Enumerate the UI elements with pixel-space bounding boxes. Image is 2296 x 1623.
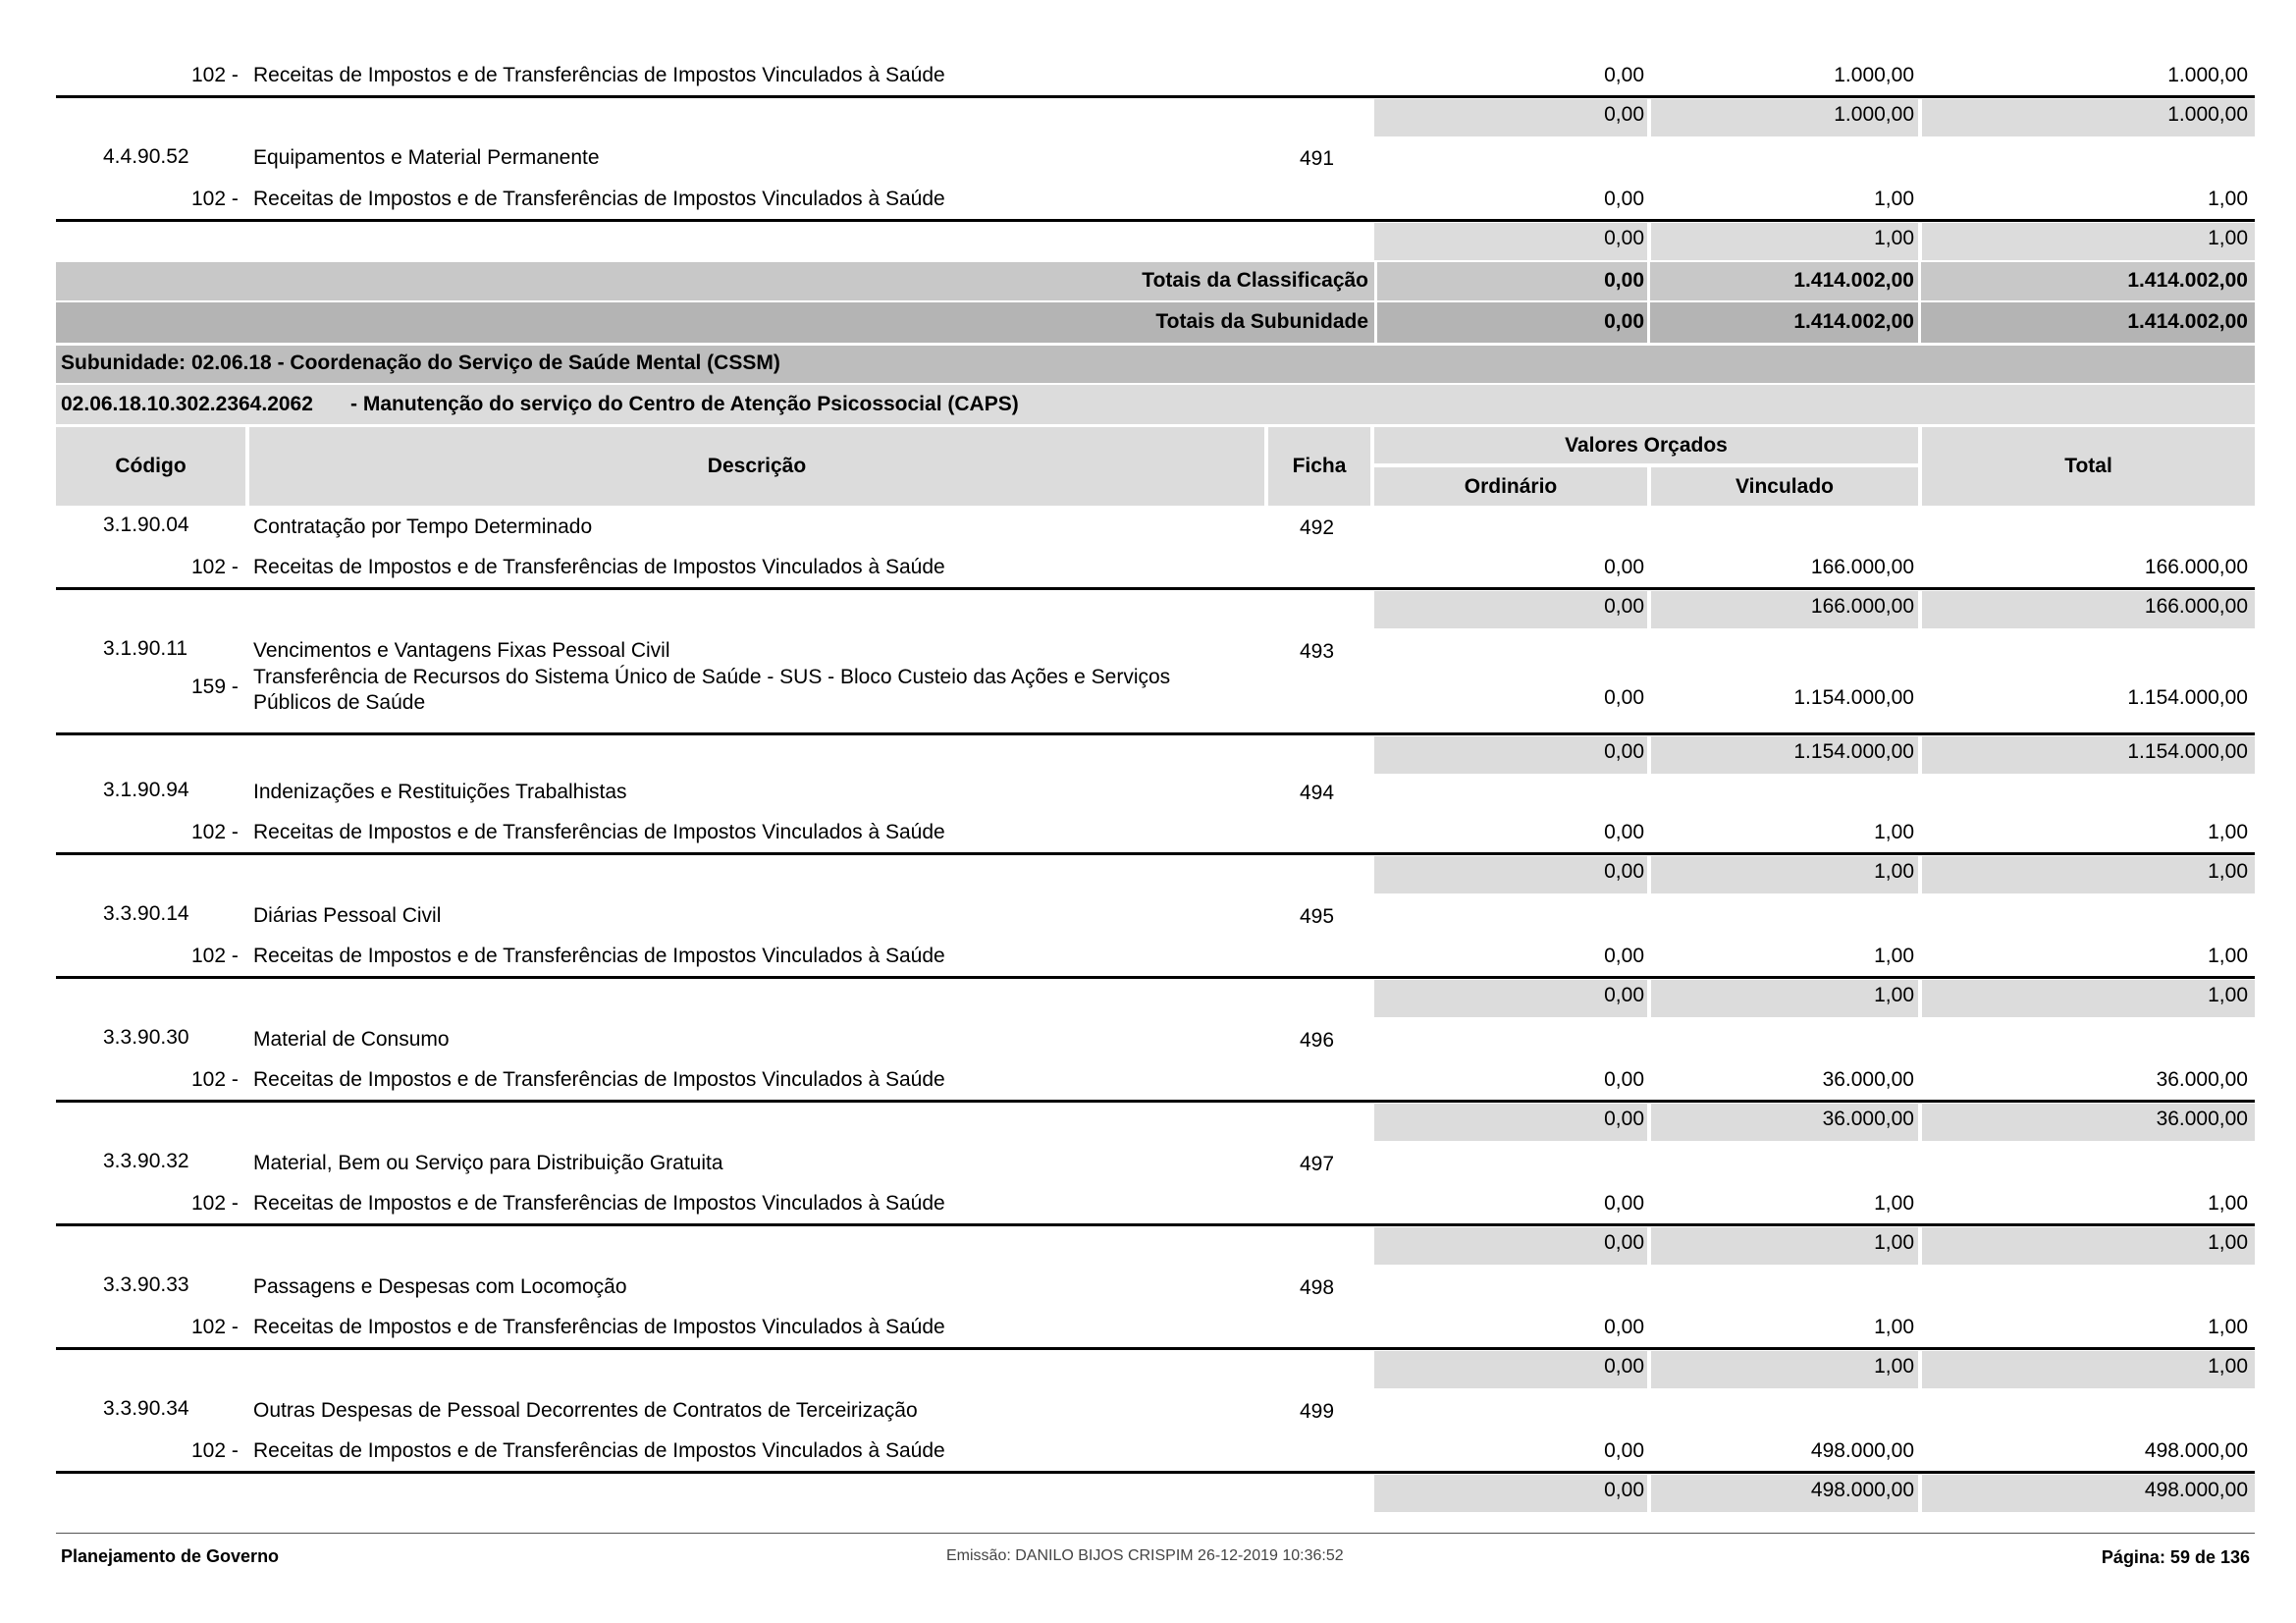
item-description: Material de Consumo <box>253 1028 450 1051</box>
subtotal-total: 1,00 <box>2208 984 2248 1006</box>
ordinario-value: 0,00 <box>1604 64 1644 86</box>
total-value: 498.000,00 <box>2144 1439 2248 1462</box>
header-vinculado: Vinculado <box>1651 467 1918 506</box>
header-ordinario: Ordinário <box>1374 467 1647 506</box>
item-code: 3.1.90.94 <box>103 779 189 801</box>
subtotal-ordinario: 0,00 <box>1604 1231 1644 1254</box>
subtotal-total: 1,00 <box>2208 1355 2248 1378</box>
item-ficha: 496 <box>1300 1029 1335 1052</box>
header-total: Total <box>1922 427 2255 506</box>
divider <box>56 1471 2255 1474</box>
subtotal-ordinario: 0,00 <box>1604 984 1644 1006</box>
vinculado-value: 1,00 <box>1874 821 1914 843</box>
total-value: 1.000,00 <box>2167 64 2248 86</box>
divider <box>56 732 2255 735</box>
subtotal-total: 1,00 <box>2208 860 2248 883</box>
ordinario-value: 0,00 <box>1604 821 1644 843</box>
subtotal-vinculado: 1,00 <box>1874 984 1914 1006</box>
source-description: Receitas de Impostos e de Transferências de Impostos Vinculados à Saúde <box>253 188 945 210</box>
acao-description: - Manutenção do serviço do Centro de Atenção Psicossocial (CAPS) <box>350 393 1019 415</box>
totals-classificacao-total: 1.414.002,00 <box>2127 269 2248 292</box>
ordinario-value: 0,00 <box>1604 188 1644 210</box>
source-code: 102 - <box>191 821 239 843</box>
source-code: 102 - <box>191 64 239 86</box>
item-ficha: 491 <box>1300 147 1335 170</box>
vinculado-value: 1,00 <box>1874 1192 1914 1215</box>
item-ficha: 498 <box>1300 1276 1335 1299</box>
item-description: Equipamentos e Material Permanente <box>253 146 600 169</box>
divider <box>56 1347 2255 1350</box>
subtotal-total: 1,00 <box>2208 227 2248 249</box>
subtotal-total: 36.000,00 <box>2156 1108 2248 1130</box>
divider <box>1374 302 1377 343</box>
subtotal-ordinario: 0,00 <box>1604 1479 1644 1501</box>
source-code: 102 - <box>191 1192 239 1215</box>
item-code: 4.4.90.52 <box>103 145 189 168</box>
total-value: 1,00 <box>2208 188 2248 210</box>
source-description: Receitas de Impostos e de Transferências de Impostos Vinculados à Saúde <box>253 1439 945 1462</box>
footer-org: Planejamento de Governo <box>61 1546 280 1566</box>
item-code: 3.1.90.11 <box>103 637 188 660</box>
subtotal-vinculado: 1,00 <box>1874 860 1914 883</box>
subtotal-ordinario: 0,00 <box>1604 595 1644 618</box>
item-description: Vencimentos e Vantagens Fixas Pessoal Civil <box>253 639 670 662</box>
source-code: 159 - <box>191 676 239 698</box>
subtotal-ordinario: 0,00 <box>1604 740 1644 763</box>
ordinario-value: 0,00 <box>1604 1316 1644 1338</box>
source-description-line2: Públicos de Saúde <box>253 691 426 714</box>
item-ficha: 494 <box>1300 782 1335 804</box>
total-value: 1,00 <box>2208 1316 2248 1338</box>
source-code: 102 - <box>191 556 239 578</box>
subtotal-ordinario: 0,00 <box>1604 1108 1644 1130</box>
totals-classificacao-vinculado: 1.414.002,00 <box>1793 269 1914 292</box>
total-value: 1,00 <box>2208 1192 2248 1215</box>
item-description: Contratação por Tempo Determinado <box>253 515 593 538</box>
source-code: 102 - <box>191 188 239 210</box>
totals-subunidade-vinculado: 1.414.002,00 <box>1793 310 1914 333</box>
subtotal-total: 1.154.000,00 <box>2127 740 2248 763</box>
source-code: 102 - <box>191 1316 239 1338</box>
divider <box>56 976 2255 979</box>
source-description: Receitas de Impostos e de Transferências de Impostos Vinculados à Saúde <box>253 1068 945 1091</box>
source-description: Receitas de Impostos e de Transferências de Impostos Vinculados à Saúde <box>253 945 945 967</box>
footer-page: Página: 59 de 136 <box>2101 1547 2250 1567</box>
header-descricao: Descrição <box>249 427 1264 506</box>
item-code: 3.3.90.30 <box>103 1026 189 1049</box>
totals-subunidade-label: Totais da Subunidade <box>1155 310 1368 333</box>
source-code: 102 - <box>191 1439 239 1462</box>
subtotal-vinculado: 1.154.000,00 <box>1793 740 1914 763</box>
vinculado-value: 166.000,00 <box>1810 556 1914 578</box>
divider <box>56 587 2255 590</box>
subtotal-total: 1.000,00 <box>2167 103 2248 126</box>
subtotal-ordinario: 0,00 <box>1604 860 1644 883</box>
footer-emissao: Emissão: DANILO BIJOS CRISPIM 26-12-2019 10:36:52 <box>946 1547 1344 1564</box>
item-ficha: 492 <box>1300 516 1335 539</box>
source-description: Receitas de Impostos e de Transferências de Impostos Vinculados à Saúde <box>253 1316 945 1338</box>
footer-divider <box>56 1533 2255 1534</box>
vinculado-value: 1.000,00 <box>1834 64 1914 86</box>
source-description: Transferência de Recursos do Sistema Único de Saúde - SUS - Bloco Custeio das Ações e Serviços <box>253 666 1171 688</box>
subtotal-ordinario: 0,00 <box>1604 103 1644 126</box>
item-code: 3.3.90.33 <box>103 1273 189 1296</box>
source-code: 102 - <box>191 945 239 967</box>
subtotal-ordinario: 0,00 <box>1604 1355 1644 1378</box>
item-description: Indenizações e Restituições Trabalhistas <box>253 781 627 803</box>
subunidade-title: Subunidade: 02.06.18 - Coordenação do Serviço de Saúde Mental (CSSM) <box>61 352 780 374</box>
divider <box>56 852 2255 855</box>
item-ficha: 495 <box>1300 905 1335 928</box>
ordinario-value: 0,00 <box>1604 945 1644 967</box>
header-codigo: Código <box>56 427 245 506</box>
subtotal-vinculado: 1.000,00 <box>1834 103 1914 126</box>
subtotal-vinculado: 1,00 <box>1874 1355 1914 1378</box>
divider <box>1918 302 1921 343</box>
total-value: 1,00 <box>2208 945 2248 967</box>
vinculado-value: 36.000,00 <box>1822 1068 1914 1091</box>
item-description: Material, Bem ou Serviço para Distribuição Gratuita <box>253 1152 723 1174</box>
total-value: 36.000,00 <box>2156 1068 2248 1091</box>
item-ficha: 493 <box>1300 640 1335 663</box>
total-value: 166.000,00 <box>2144 556 2248 578</box>
source-description: Receitas de Impostos e de Transferências de Impostos Vinculados à Saúde <box>253 556 945 578</box>
vinculado-value: 1,00 <box>1874 945 1914 967</box>
divider <box>56 1223 2255 1226</box>
subtotal-ordinario: 0,00 <box>1604 227 1644 249</box>
source-code: 102 - <box>191 1068 239 1091</box>
subtotal-total: 498.000,00 <box>2144 1479 2248 1501</box>
ordinario-value: 0,00 <box>1604 1068 1644 1091</box>
acao-code: 02.06.18.10.302.2364.2062 <box>61 393 313 415</box>
subtotal-vinculado: 1,00 <box>1874 1231 1914 1254</box>
ordinario-value: 0,00 <box>1604 1439 1644 1462</box>
totals-classificacao-label: Totais da Classificação <box>1142 269 1368 292</box>
source-description: Receitas de Impostos e de Transferências de Impostos Vinculados à Saúde <box>253 821 945 843</box>
totals-subunidade-total: 1.414.002,00 <box>2127 310 2248 333</box>
item-ficha: 499 <box>1300 1400 1335 1423</box>
item-code: 3.3.90.14 <box>103 902 189 925</box>
ordinario-value: 0,00 <box>1604 556 1644 578</box>
subtotal-total: 166.000,00 <box>2144 595 2248 618</box>
subtotal-vinculado: 36.000,00 <box>1822 1108 1914 1130</box>
divider <box>56 95 2255 98</box>
subtotal-vinculado: 1,00 <box>1874 227 1914 249</box>
source-description: Receitas de Impostos e de Transferências de Impostos Vinculados à Saúde <box>253 1192 945 1215</box>
total-value: 1.154.000,00 <box>2127 686 2248 709</box>
item-code: 3.3.90.32 <box>103 1150 189 1172</box>
vinculado-value: 1.154.000,00 <box>1793 686 1914 709</box>
source-description: Receitas de Impostos e de Transferências de Impostos Vinculados à Saúde <box>253 64 945 86</box>
ordinario-value: 0,00 <box>1604 686 1644 709</box>
subtotal-vinculado: 166.000,00 <box>1810 595 1914 618</box>
divider <box>56 219 2255 222</box>
divider <box>56 1100 2255 1103</box>
totals-subunidade-ordinario: 0,00 <box>1604 310 1644 333</box>
item-description: Outras Despesas de Pessoal Decorrentes de Contratos de Terceirização <box>253 1399 918 1422</box>
vinculado-value: 498.000,00 <box>1810 1439 1914 1462</box>
header-valores-orcados: Valores Orçados <box>1374 427 1918 463</box>
subtotal-total: 1,00 <box>2208 1231 2248 1254</box>
vinculado-value: 1,00 <box>1874 188 1914 210</box>
total-value: 1,00 <box>2208 821 2248 843</box>
totals-classificacao-ordinario: 0,00 <box>1604 269 1644 292</box>
subtotal-vinculado: 498.000,00 <box>1810 1479 1914 1501</box>
item-code: 3.3.90.34 <box>103 1397 189 1420</box>
item-description: Diárias Pessoal Civil <box>253 904 442 927</box>
item-ficha: 497 <box>1300 1153 1335 1175</box>
vinculado-value: 1,00 <box>1874 1316 1914 1338</box>
ordinario-value: 0,00 <box>1604 1192 1644 1215</box>
item-code: 3.1.90.04 <box>103 514 189 536</box>
header-ficha: Ficha <box>1268 427 1370 506</box>
item-description: Passagens e Despesas com Locomoção <box>253 1275 627 1298</box>
